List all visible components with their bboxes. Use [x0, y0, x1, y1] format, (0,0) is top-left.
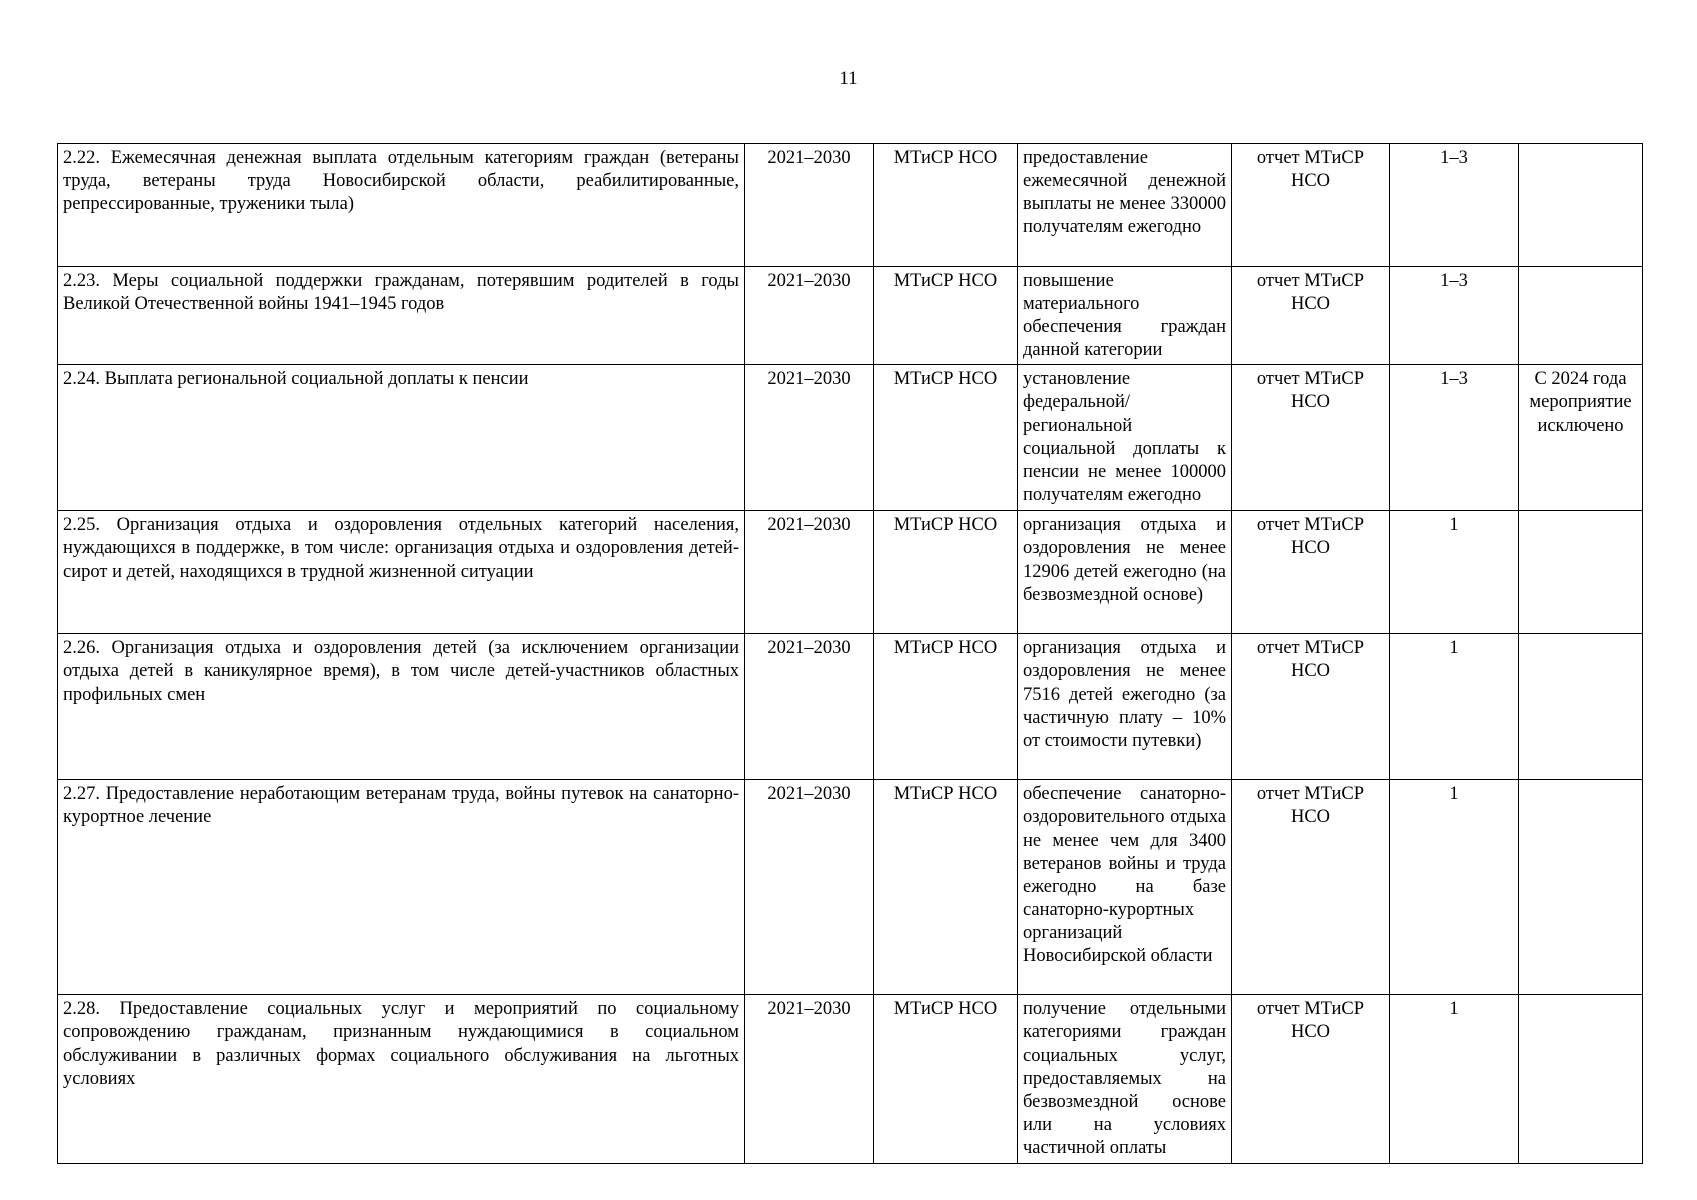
report-cell: отчет МТиСР НСО — [1232, 365, 1390, 511]
table-row — [58, 780, 1643, 995]
measure-name-cell: 2.22. Ежемесячная денежная выплата отдельным категориям граждан (ветераны труда, ветераны труда Новосибирской области, реабилитированные, репрессированные, труженики тыла) — [58, 144, 745, 267]
target-indicator-cell: 1–3 — [1390, 365, 1519, 511]
period-cell: 2021–2030 — [745, 267, 874, 365]
report-cell: отчет МТиСР НСО — [1232, 634, 1390, 780]
note-cell — [1519, 144, 1643, 267]
target-indicator-cell: 1 — [1390, 780, 1519, 995]
note-cell — [1519, 267, 1643, 365]
executor-cell: МТиСР НСО — [874, 365, 1018, 511]
target-indicator-cell: 1–3 — [1390, 267, 1519, 365]
expected-result-cell: организация отдыха и оздоровления не менее 12906 детей ежегодно (на безвозмездной основе) — [1018, 511, 1232, 634]
target-indicator-cell: 1 — [1390, 511, 1519, 634]
measure-name-cell: 2.25. Организация отдыха и оздоровления отдельных категорий населения, нуждающихся в поддержке, в том числе: организация отдыха и оздоровления детей-сирот и детей, находящихся в трудной жизненной ситуации — [58, 511, 745, 634]
expected-result-cell: получение отдельными категориями граждан социальных услуг, предоставляемых на безвозмездной основе или на условиях частичной оплаты — [1018, 995, 1232, 1164]
measure-name-cell: 2.28. Предоставление социальных услуг и мероприятий по социальному сопровождению гражданам, признанным нуждающимися в социальном обслуживании в различных формах социального обслуживания на льготных условиях — [58, 995, 745, 1164]
target-indicator-cell: 1–3 — [1390, 144, 1519, 267]
executor-cell: МТиСР НСО — [874, 995, 1018, 1164]
measure-name-cell: 2.27. Предоставление неработающим ветеранам труда, войны путевок на санаторно-курортное лечение — [58, 780, 745, 995]
executor-cell: МТиСР НСО — [874, 144, 1018, 267]
report-cell: отчет МТиСР НСО — [1232, 780, 1390, 995]
note-cell — [1519, 511, 1643, 634]
period-cell: 2021–2030 — [745, 144, 874, 267]
report-cell: отчет МТиСР НСО — [1232, 144, 1390, 267]
executor-cell: МТиСР НСО — [874, 511, 1018, 634]
executor-cell: МТиСР НСО — [874, 634, 1018, 780]
table-row — [58, 995, 1643, 1164]
table-row — [58, 634, 1643, 780]
target-indicator-cell: 1 — [1390, 995, 1519, 1164]
expected-result-cell: обеспечение санаторно-оздоровительного отдыха не менее чем для 3400 ветеранов войны и труда ежегодно на базе санаторно-курортных организаций Новосибирской области — [1018, 780, 1232, 995]
page-number: 11 — [839, 68, 858, 89]
note-cell — [1519, 780, 1643, 995]
expected-result-cell: установление федеральной/региональной социальной доплаты к пенсии не менее 100000 получателям ежегодно — [1018, 365, 1232, 511]
executor-cell: МТиСР НСО — [874, 267, 1018, 365]
period-cell: 2021–2030 — [745, 511, 874, 634]
expected-result-cell: повышение материального обеспечения граждан данной категории — [1018, 267, 1232, 365]
period-cell: 2021–2030 — [745, 365, 874, 511]
measure-name-cell: 2.23. Меры социальной поддержки гражданам, потерявшим родителей в годы Великой Отечественной войны 1941–1945 годов — [58, 267, 745, 365]
target-indicator-cell: 1 — [1390, 634, 1519, 780]
executor-cell: МТиСР НСО — [874, 780, 1018, 995]
report-cell: отчет МТиСР НСО — [1232, 267, 1390, 365]
note-cell — [1519, 634, 1643, 780]
measure-name-cell: 2.24. Выплата региональной социальной доплаты к пенсии — [58, 365, 745, 511]
period-cell: 2021–2030 — [745, 780, 874, 995]
measures-table — [57, 143, 1643, 1164]
table-row — [58, 144, 1643, 267]
period-cell: 2021–2030 — [745, 995, 874, 1164]
report-cell: отчет МТиСР НСО — [1232, 511, 1390, 634]
note-cell: С 2024 года мероприятие исключено — [1519, 365, 1643, 511]
period-cell: 2021–2030 — [745, 634, 874, 780]
table-row — [58, 365, 1643, 511]
table-row — [58, 511, 1643, 634]
measure-name-cell: 2.26. Организация отдыха и оздоровления детей (за исключением организации отдыха детей в каникулярное время), в том числе детей-участников областных профильных смен — [58, 634, 745, 780]
note-cell — [1519, 995, 1643, 1164]
table-row — [58, 267, 1643, 365]
expected-result-cell: организация отдыха и оздоровления не менее 7516 детей ежегодно (за частичную плату – 10% от стоимости путевки) — [1018, 634, 1232, 780]
report-cell: отчет МТиСР НСО — [1232, 995, 1390, 1164]
expected-result-cell: предоставление ежемесячной денежной выплаты не менее 330000 получателям ежегодно — [1018, 144, 1232, 267]
